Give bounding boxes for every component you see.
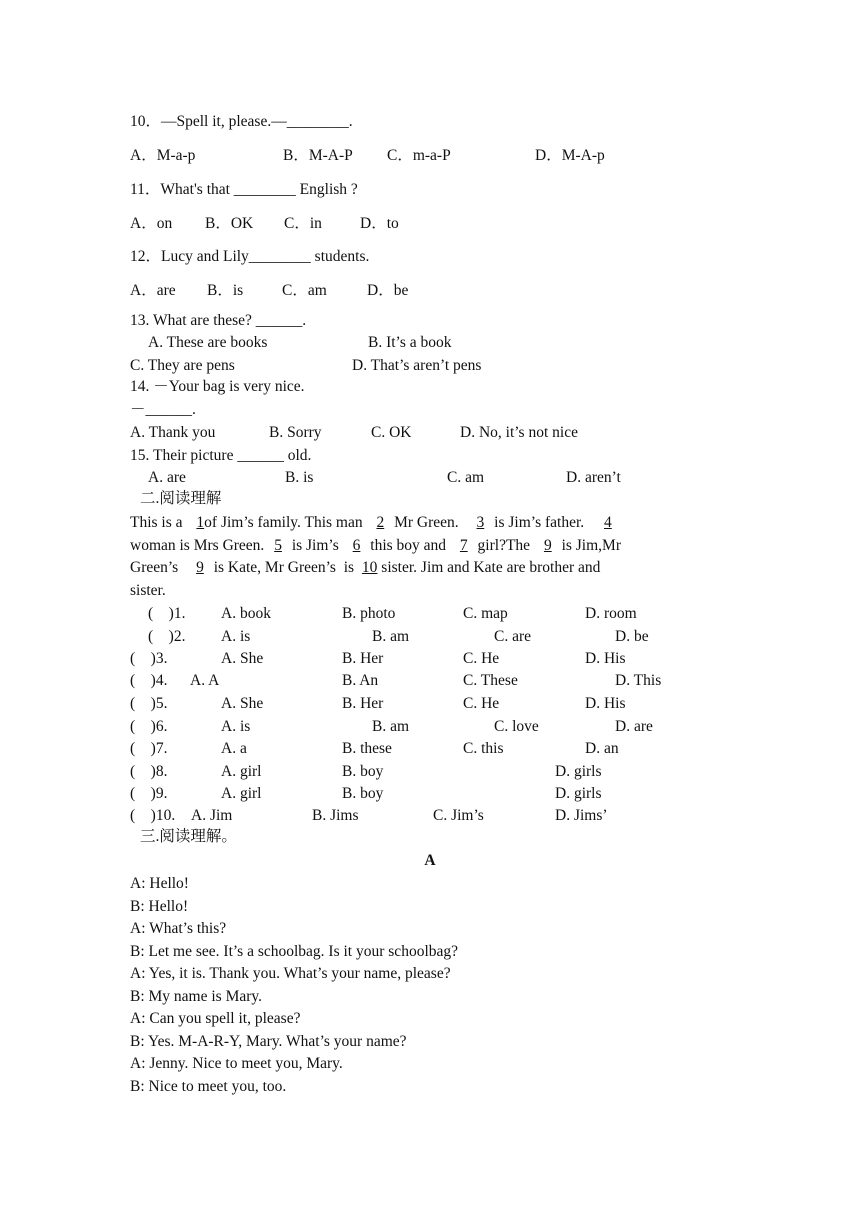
q11-option-b: B．OK: [205, 215, 254, 232]
item-5-c: C. He: [463, 695, 500, 712]
passage-line-4: sister.: [130, 582, 166, 599]
q12-option-c: C．am: [282, 282, 327, 299]
item-4-a: A. A: [190, 672, 220, 689]
section-3-title: 三.阅读理解。: [140, 828, 237, 845]
q15-option-d: D. aren’t: [566, 469, 621, 486]
item-5-number: ( )5.: [130, 695, 168, 712]
item-10-d: D. Jims’: [555, 807, 608, 824]
item-1-b: B. photo: [342, 605, 396, 622]
item-7-a: A. a: [221, 740, 247, 757]
q12-option-a: A．are: [130, 282, 176, 299]
section-2-title: 二.阅读理解: [140, 490, 222, 507]
q10-option-c: C．m-a-P: [387, 147, 451, 164]
item-2-a: A. is: [221, 628, 251, 645]
item-10-b: B. Jims: [312, 807, 359, 824]
passage-line-2: woman is Mrs Green. 5 is Jim’s 6 this boy and 7 girl?The 9 is Jim,Mr: [130, 537, 621, 554]
q10-option-b: B．M-A-P: [283, 147, 353, 164]
item-9-d: D. girls: [555, 785, 602, 802]
item-3-number: ( )3.: [130, 650, 168, 667]
dialogue-line: A: Hello!: [130, 875, 189, 892]
item-6-number: ( )6.: [130, 718, 168, 735]
question-11-stem: 11．What's that ________ English ?: [130, 181, 358, 198]
q13-option-b: B. It’s a book: [368, 334, 452, 351]
question-14-stem: 14. －Your bag is very nice.: [130, 378, 305, 395]
passage-line-1: This is a 1of Jim’s family. This man 2 Mr Green. 3 is Jim’s father. 4: [130, 514, 612, 531]
item-4-d: D. This: [615, 672, 662, 689]
q15-option-b: B. is: [285, 469, 314, 486]
q11-option-a: A．on: [130, 215, 173, 232]
item-2-b: B. am: [372, 628, 410, 645]
item-6-d: D. are: [615, 718, 653, 735]
item-6-a: A. is: [221, 718, 251, 735]
dialogue-line: A: What’s this?: [130, 920, 227, 937]
q12-option-d: D．be: [367, 282, 409, 299]
item-5-a: A. She: [221, 695, 264, 712]
item-2-c: C. are: [494, 628, 532, 645]
question-14-response: －______.: [130, 401, 196, 418]
item-3-a: A. She: [221, 650, 264, 667]
q15-option-a: A. are: [148, 469, 186, 486]
item-10-c: C. Jim’s: [433, 807, 484, 824]
q11-option-c: C．in: [284, 215, 322, 232]
item-4-number: ( )4.: [130, 672, 168, 689]
item-6-c: C. love: [494, 718, 539, 735]
item-4-b: B. An: [342, 672, 379, 689]
item-1-number: ( )1.: [148, 605, 186, 622]
item-3-d: D. His: [585, 650, 626, 667]
item-1-a: A. book: [221, 605, 271, 622]
q14-option-a: A. Thank you: [130, 424, 216, 441]
item-2-d: D. be: [615, 628, 649, 645]
q10-option-d: D．M-A-p: [535, 147, 605, 164]
q11-option-d: D．to: [360, 215, 399, 232]
dialogue-line: A: Yes, it is. Thank you. What’s your name, please?: [130, 965, 451, 982]
q10-option-a: A．M-a-p: [130, 147, 196, 164]
item-9-b: B. boy: [342, 785, 384, 802]
q14-option-c: C. OK: [371, 424, 412, 441]
item-8-a: A. girl: [221, 763, 262, 780]
q12-option-b: B．is: [207, 282, 244, 299]
question-15-stem: 15. Their picture ______ old.: [130, 447, 312, 464]
item-8-number: ( )8.: [130, 763, 168, 780]
item-9-a: A. girl: [221, 785, 262, 802]
dialogue-line: A: Can you spell it, please?: [130, 1010, 301, 1027]
dialogue-line: B: Nice to meet you, too.: [130, 1078, 287, 1095]
item-7-b: B. these: [342, 740, 392, 757]
item-5-b: B. Her: [342, 695, 384, 712]
item-9-number: ( )9.: [130, 785, 168, 802]
item-1-d: D. room: [585, 605, 637, 622]
item-6-b: B. am: [372, 718, 410, 735]
question-10-stem: 10．—Spell it, please.—________.: [130, 113, 353, 130]
dialogue-line: B: Hello!: [130, 898, 189, 915]
item-7-d: D. an: [585, 740, 619, 757]
item-8-d: D. girls: [555, 763, 602, 780]
item-5-d: D. His: [585, 695, 626, 712]
item-3-b: B. Her: [342, 650, 384, 667]
dialogue-line: A: Jenny. Nice to meet you, Mary.: [130, 1055, 343, 1072]
item-1-c: C. map: [463, 605, 508, 622]
item-10-a: A. Jim: [191, 807, 233, 824]
item-10-number: ( )10.: [130, 807, 176, 824]
q13-option-d: D. That’s aren’t pens: [352, 357, 482, 374]
item-2-number: ( )2.: [148, 628, 186, 645]
question-13-stem: 13. What are these? ______.: [130, 312, 307, 329]
item-7-number: ( )7.: [130, 740, 168, 757]
q15-option-c: C. am: [447, 469, 485, 486]
question-12-stem: 12．Lucy and Lily________ students.: [130, 248, 370, 265]
passage-line-3: Green’s 9 is Kate, Mr Green’s is 10 sister. Jim and Kate are brother and: [130, 559, 601, 576]
item-4-c: C. These: [463, 672, 518, 689]
q13-option-a: A. These are books: [148, 334, 268, 351]
dialogue-line: B: Let me see. It’s a schoolbag. Is it your schoolbag?: [130, 943, 459, 960]
dialogue-line: B: Yes. M-A-R-Y, Mary. What’s your name?: [130, 1033, 407, 1050]
item-8-b: B. boy: [342, 763, 384, 780]
section-3-subtitle: A: [424, 852, 436, 869]
q14-option-b: B. Sorry: [269, 424, 322, 441]
q14-option-d: D. No, it’s not nice: [460, 424, 578, 441]
dialogue-line: B: My name is Mary.: [130, 988, 263, 1005]
item-7-c: C. this: [463, 740, 504, 757]
q13-option-c: C. They are pens: [130, 357, 235, 374]
item-3-c: C. He: [463, 650, 500, 667]
